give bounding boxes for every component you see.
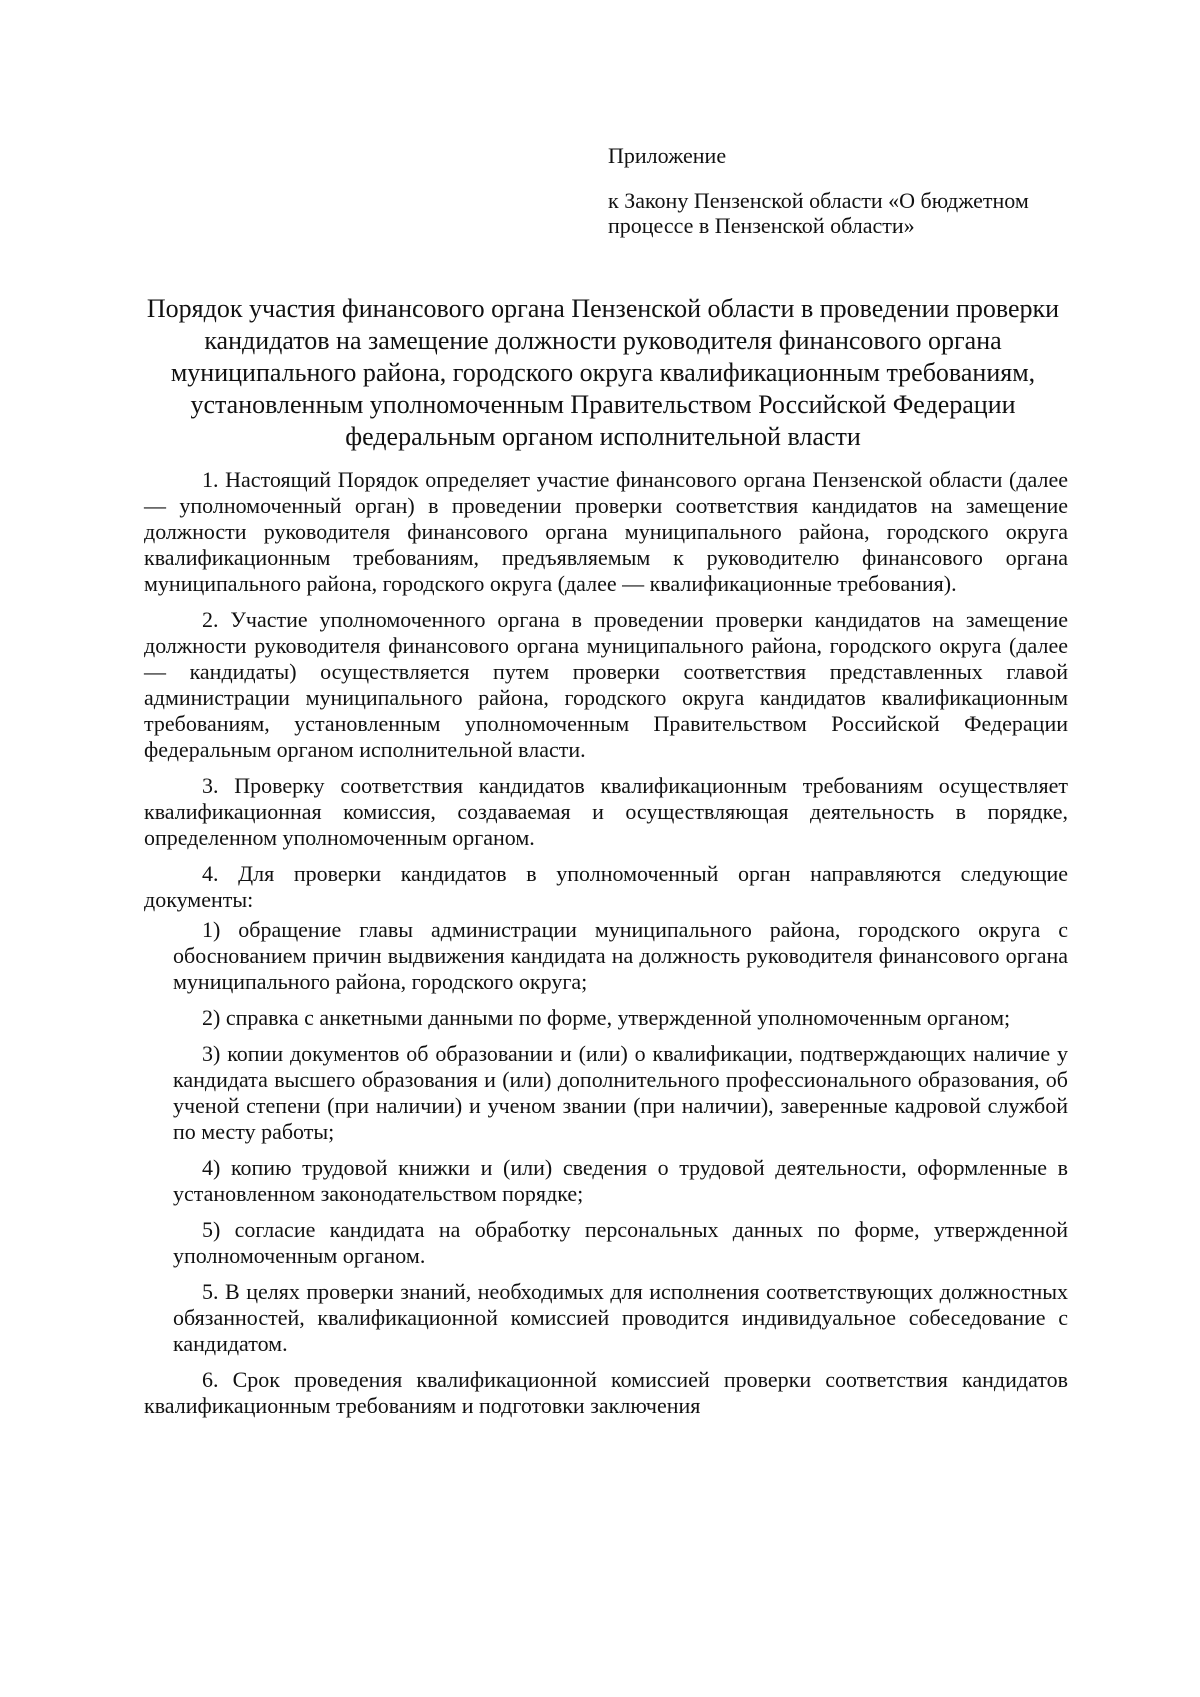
paragraph-3: 3. Проверку соответствия кандидатов квалификационным требованиям осуществляет квалификационная комиссия, создаваемая и осуществляющая деятельность в порядке, определенном уполномоченным органом. (144, 773, 1068, 850)
list-item-4-4: 4) копию трудовой книжки и (или) сведения о трудовой деятельности, оформленные в установленном законодательством порядке; (173, 1155, 1068, 1206)
paragraph-6: 6. Срок проведения квалификационной комиссией проверки соответствия кандидатов квалификационным требованиям и подготовки заключения (144, 1367, 1068, 1418)
appendix-label: Приложение (608, 143, 727, 168)
document-title: Порядок участия финансового органа Пензенской области в проведении проверки кандидатов на замещение должности руководителя финансового органа муниципального района, городского округа квалификационным требованиям, установленным уполномоченным Правительством Российской Федерации федеральным органом исполнительной власти (146, 294, 1060, 451)
document-body (144, 467, 1068, 1429)
list-item-4-5: 5) согласие кандидата на обработку персональных данных по форме, утвержденной уполномоченным органом. (173, 1217, 1068, 1268)
paragraph-2: 2. Участие уполномоченного органа в проведении проверки кандидатов на замещение должности руководителя финансового органа муниципального района, городского округа (далее — кандидаты) осуществляется путем проверки соответствия представленных главой администрации муниципального района, городского округа кандидатов квалификационным требованиям, установленным уполномоченным Правительством Российской Федерации федеральным органом исполнительной власти. (144, 607, 1068, 762)
list-item-4-2: 2) справка с анкетными данными по форме, утвержденной уполномоченным органом; (202, 1005, 1011, 1030)
list-item-4-1: 1) обращение главы администрации муниципального района, городского округа с обоснованием причин выдвижения кандидата на должность руководителя финансового органа муниципального района, городского округа; (173, 917, 1068, 994)
list-item-4-3: 3) копии документов об образовании и (или) о квалификации, подтверждающих наличие у кандидата высшего образования и (или) дополнительного профессионального образования, об ученой степени (при наличии) и ученом звании (при наличии), заверенные кадровой службой по месту работы; (173, 1041, 1068, 1144)
paragraph-4: 4. Для проверки кандидатов в уполномоченный орган направляются следующие документы: (144, 861, 1068, 912)
paragraph-5: 5. В целях проверки знаний, необходимых для исполнения соответствующих должностных обязанностей, квалификационной комиссией проводится индивидуальное собеседование с кандидатом. (173, 1279, 1068, 1356)
paragraph-1: 1. Настоящий Порядок определяет участие финансового органа Пензенской области (далее — уполномоченный орган) в проведении проверки соответствия кандидатов на замещение должности руководителя финансового органа муниципального района, городского округа квалификационным требованиям, предъявляемым к руководителю финансового органа муниципального района, городского округа (далее — квалификационные требования). (144, 467, 1068, 596)
appendix-law-reference: к Закону Пензенской области «О бюджетном процессе в Пензенской области» (608, 188, 1029, 238)
appendix-header (608, 143, 1078, 238)
